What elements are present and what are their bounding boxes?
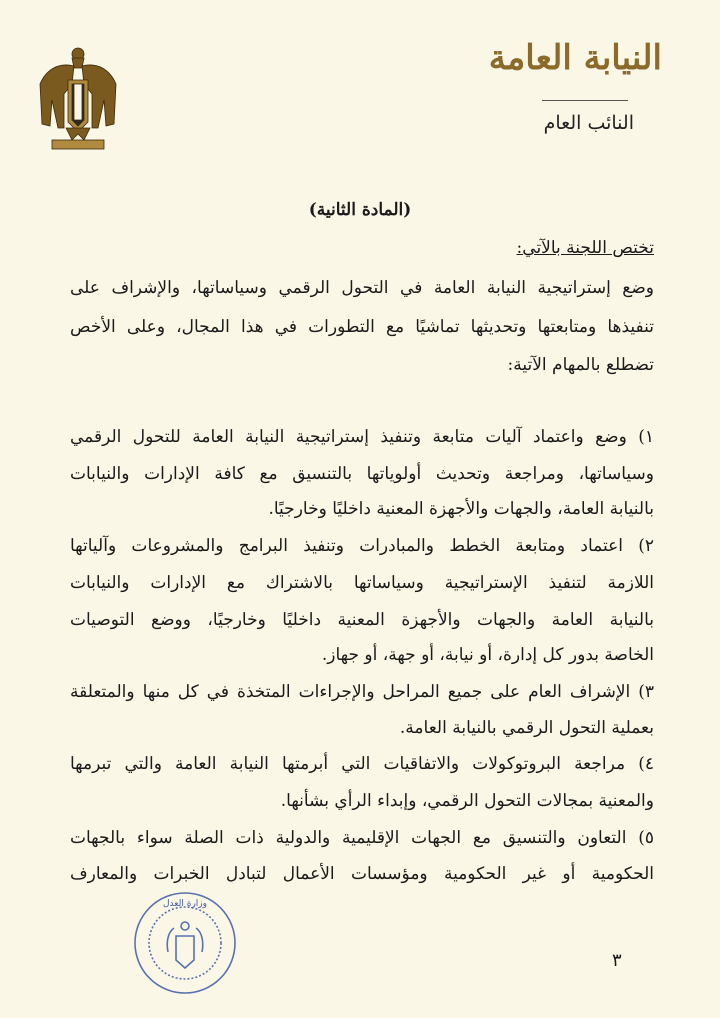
list-item-line: ١) وضع واعتماد آليات متابعة وتنفيذ إستراتيجية النيابة العامة للتحول الرقمي	[70, 427, 654, 447]
seal-text: وزارة العدل	[163, 899, 207, 909]
list-item-line: ٥) التعاون والتنسيق مع الجهات الإقليمية والدولية ذات الصلة سواء بالجهات	[70, 828, 654, 848]
article-title: (المادة الثانية)	[308, 200, 412, 220]
intro-label: تختص اللجنة بالآتي:	[516, 238, 654, 258]
list-item-line: ٤) مراجعة البروتوكولات والاتفاقيات التي أبرمتها النيابة العامة والتي تبرمها	[70, 754, 654, 774]
intro-line: تنفيذها ومتابعتها وتحديثها تماشيًا مع التطورات في هذا المجال، وعلى الأخص	[70, 317, 654, 337]
list-item-line: ٢) اعتماد ومتابعة الخطط والمبادرات وتنفيذ البرامج والمشروعات وآلياتها	[70, 536, 654, 556]
list-item-line: بالنيابة العامة والجهات والأجهزة المعنية داخليًا وخارجيًا، ووضع التوصيات	[70, 610, 654, 630]
list-item-line: اللازمة لتنفيذ الإستراتيجية وسياساتها بالاشتراك مع الإدارات والنيابات	[70, 573, 654, 593]
intro-line: وضع إستراتيجية النيابة العامة في التحول الرقمي وسياساتها، والإشراف على	[70, 278, 654, 298]
list-item-line: الخاصة بدور كل إدارة، أو نيابة، أو جهة، أو جهاز.	[321, 645, 654, 665]
list-item-line: بعملية التحول الرقمي بالنيابة العامة.	[399, 718, 654, 738]
institution-title: النيابة العامة	[488, 38, 662, 78]
header-divider	[542, 100, 628, 101]
intro-line: تضطلع بالمهام الآتية:	[507, 355, 654, 375]
page-number: ٣	[612, 950, 622, 971]
official-seal-icon	[130, 888, 240, 998]
list-item-line: الحكومية أو غير الحكومية ومؤسسات الأعمال لتبادل الخبرات والمعارف	[70, 864, 654, 884]
list-item-line: والمعنية بمجالات التحول الرقمي، وإبداء الرأي بشأنها.	[280, 791, 654, 811]
list-item-line: ٣) الإشراف العام على جميع المراحل والإجراءات المتخذة في كل منها والمتعلقة	[70, 682, 654, 702]
eagle-emblem-icon	[38, 44, 118, 152]
list-item-line: بالنيابة العامة، والجهات والأجهزة المعنية داخليًا وخارجيًا.	[268, 499, 654, 519]
office-subtitle: النائب العام	[543, 112, 634, 134]
list-item-line: وسياساتها، ومراجعة وتحديث أولوياتها بالتنسيق مع كافة الإدارات والنيابات	[70, 464, 654, 484]
